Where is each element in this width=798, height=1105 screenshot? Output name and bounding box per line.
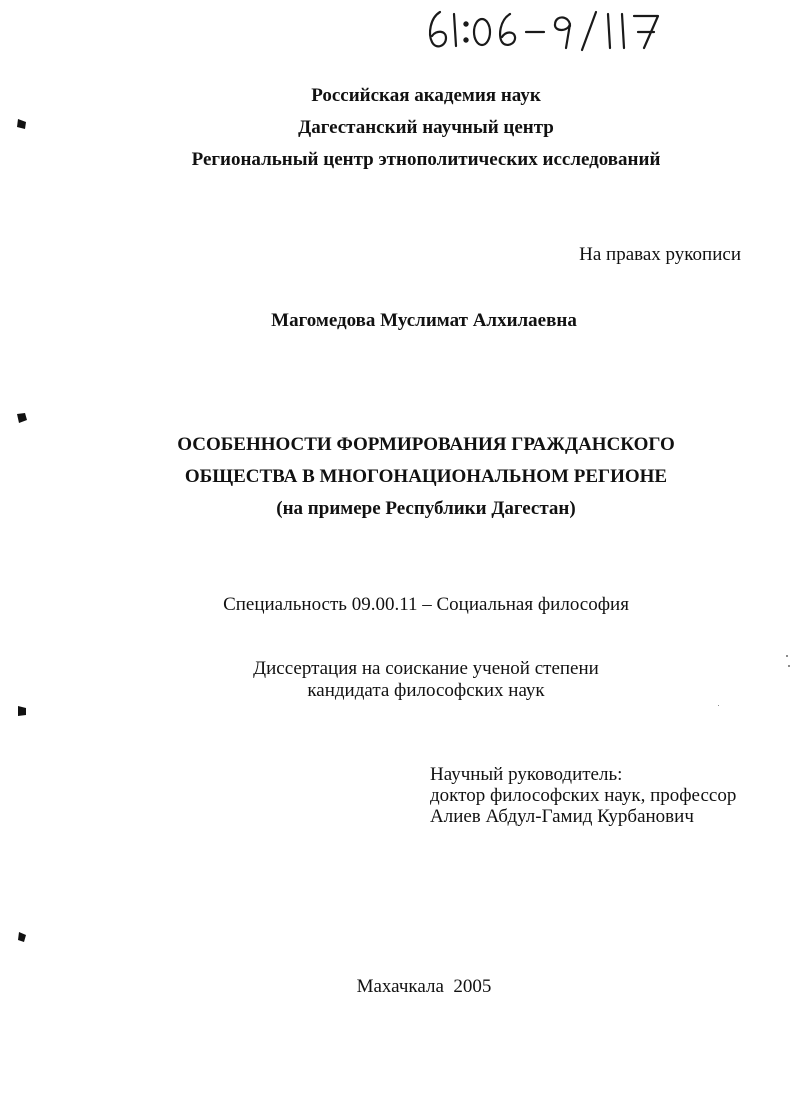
scan-speck [718, 705, 719, 706]
title-line-1: ОСОБЕННОСТИ ФОРМИРОВАНИЯ ГРАЖДАНСКОГО [177, 434, 675, 455]
title-subtitle: (на примере Республики Дагестан) [276, 498, 576, 519]
institution-line-2: Дагестанский научный центр [298, 117, 554, 138]
supervisor-title: доктор философских наук, профессор [430, 785, 737, 806]
institution-line-3: Региональный центр этнополитических исследований [191, 149, 661, 170]
author-name: Магомедова Муслимат Алхилаевна [271, 310, 577, 331]
city-year: Махачкала 2005 [356, 976, 492, 997]
institution-line-1: Российская академия наук [311, 85, 541, 106]
degree-line-2: кандидата философских наук [307, 680, 545, 701]
manuscript-note: На правах рукописи [579, 244, 741, 265]
punch-hole-mark [15, 411, 29, 425]
punch-hole-mark [15, 930, 29, 944]
punch-hole-mark [15, 704, 29, 718]
title-line-2: ОБЩЕСТВА В МНОГОНАЦИОНАЛЬНОМ РЕГИОНЕ [184, 466, 668, 487]
supervisor-name: Алиев Абдул-Гамид Курбанович [430, 806, 694, 827]
scan-speck [786, 655, 788, 657]
degree-line-1: Диссертация на соискание ученой степени [253, 658, 599, 679]
specialty: Специальность 09.00.11 – Социальная философия [223, 594, 629, 615]
handwritten-archive-mark [420, 0, 680, 60]
supervisor-label: Научный руководитель: [430, 764, 623, 785]
